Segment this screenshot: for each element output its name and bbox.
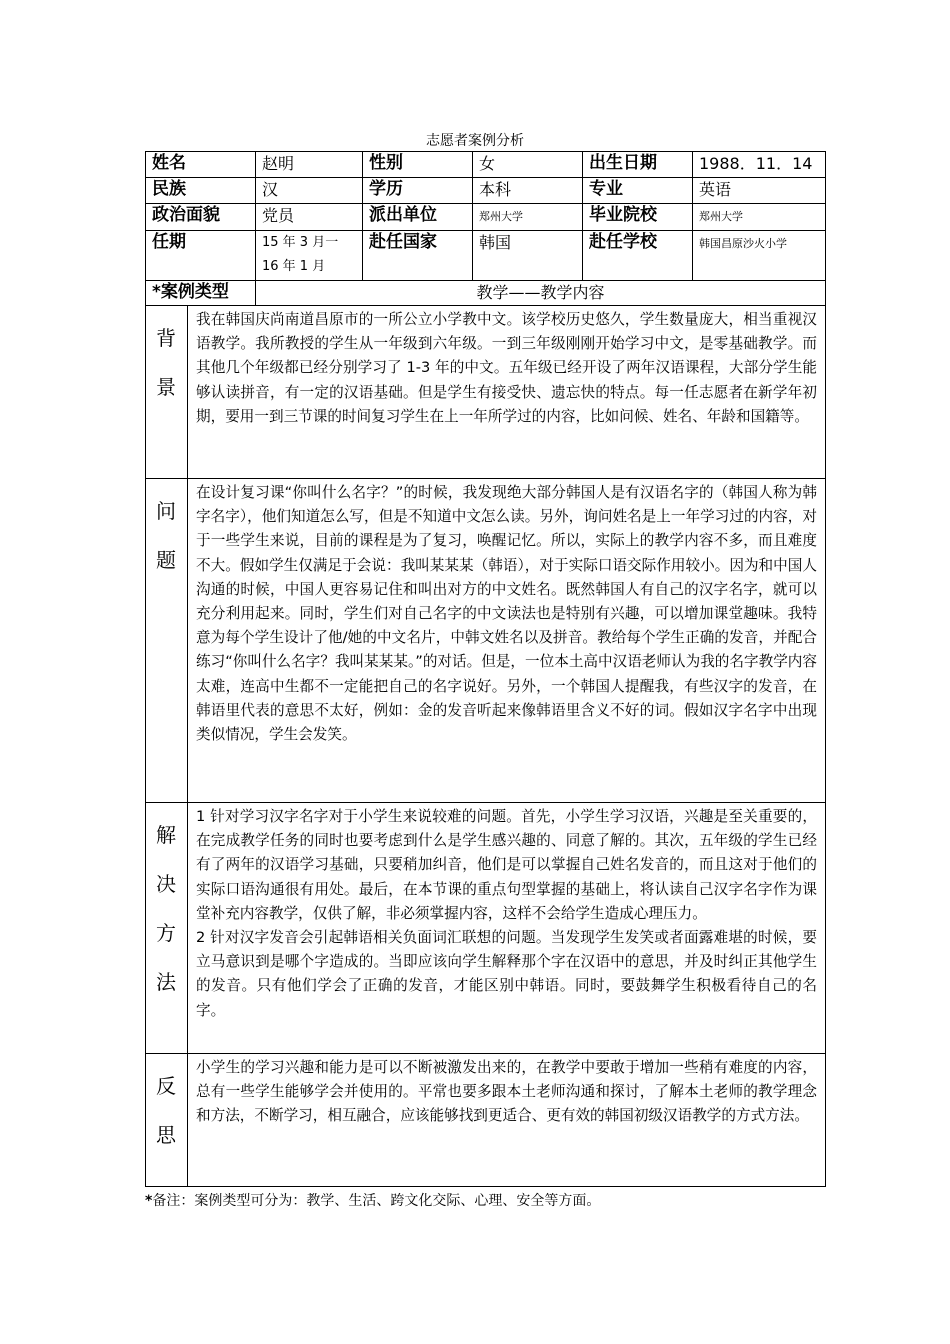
country-label: 赴任国家 — [363, 231, 473, 281]
gender-label: 性别 — [363, 152, 473, 178]
term-line-1: 15 年 3 月一 — [262, 235, 339, 250]
solution-label-char: 法 — [156, 970, 176, 994]
graduate-value: 郑州大学 — [693, 204, 826, 231]
row-term — [146, 231, 826, 281]
name-label: 姓名 — [146, 152, 256, 178]
section-solution — [146, 803, 826, 1054]
dispatch-value: 郑州大学 — [473, 204, 583, 231]
country-value: 韩国 — [473, 231, 583, 281]
footnote-mark: * — [145, 1193, 153, 1209]
gender-value: 女 — [473, 152, 583, 178]
solution-paragraph-2: 2 针对汉字发音会引起韩语相关负面词汇联想的问题。当发现学生发笑或者面露难堪的时候，要立马意识到是哪个字造成的。当即应该向学生解释那个字在汉语中的意思，并及时纠正其他学生的发音。只有他们学会了正确的发音，才能区别中韩语。同时，要鼓舞学生积极看待自己的名字。 — [196, 929, 817, 1019]
row-ethnic — [146, 178, 826, 204]
education-value: 本科 — [473, 178, 583, 204]
problem-text: 在设计复习课“你叫什么名字？”的时候，我发现绝大部分韩国人是有汉语名字的（韩国人称为韩字名字），他们知道怎么写，但是不知道中文怎么读。另外，询问姓名是上一年学习过的内容，对于一些学生来说，目前的课程是为了复习，唤醒记忆。所以，实际上的教学内容不多，而且难度不大。假如学生仅满足于会说：我叫某某某（韩语），对于实际口语交际作用较小。因为和中国人沟通的时候，中国人更容易记住和叫出对方的中文姓名。既然韩国人有自己的汉字名字，就可以充分利用起来。同时，学生们对自己名字的中文读法也是特别有兴趣，可以增加课堂趣味。我特意为每个学生设计了他/她的中文名片，中韩文姓名以及拼音。教给每个学生正确的发音，并配合练习“你叫什么名字？我叫某某某。”的对话。但是，一位本土高中汉语老师认为我的名字教学内容太难，连高中生都不一定能把自己的名字说好。另外，一个韩国人提醒我，有些汉字的发音，在韩语里代表的意思不太好，例如：金的发音听起来像韩语里含义不好的词。假如汉字名字中出现类似情况，学生会发笑。 — [188, 479, 826, 803]
solution-label-char: 解 — [156, 823, 176, 847]
political-label: 政治面貌 — [146, 204, 256, 231]
political-value: 党员 — [256, 204, 363, 231]
solution-label-char: 方 — [156, 921, 176, 945]
document-title: 志愿者案例分析 — [426, 133, 524, 149]
background-label-char: 背 — [156, 326, 176, 350]
section-reflection — [146, 1054, 826, 1187]
education-label: 学历 — [363, 178, 473, 204]
term-line-2: 16 年 1 月 — [262, 259, 326, 274]
term-label: 任期 — [146, 231, 256, 281]
row-case-type — [146, 281, 826, 306]
case-type-value: 教学——教学内容 — [256, 281, 826, 306]
school-label: 赴任学校 — [583, 231, 693, 281]
section-background — [146, 306, 826, 479]
problem-label — [146, 479, 188, 803]
background-label — [146, 306, 188, 479]
reflection-label-char: 思 — [156, 1123, 176, 1147]
background-text: 我在韩国庆尚南道昌原市的一所公立小学教中文。该学校历史悠久，学生数量庞大，相当重视汉语教学。我所教授的学生从一年级到六年级。一到三年级刚刚开始学习中文，是零基础教学。而其他几个年级都已经分别学习了 1-3 年的中文。五年级已经开设了两年汉语课程，大部分学生能够认读拼音，有一定的汉语基础。但是学生有接受快、遗忘快的特点。每一任志愿者在新学年初期，要用一到三节课的时间复习学生在上一年所学过的内容，比如问候、姓名、年龄和国籍等。 — [188, 306, 826, 479]
reflection-text: 小学生的学习兴趣和能力是可以不断被激发出来的，在教学中要敢于增加一些稍有难度的内容，总有一些学生能够学会并使用的。平常也要多跟本土老师沟通和探讨，了解本土老师的教学理念和方法，不断学习，相互融合，应该能够找到更适合、更有效的韩国初级汉语教学的方式方法。 — [188, 1054, 826, 1187]
dispatch-label: 派出单位 — [363, 204, 473, 231]
birth-value: 1988．11．14 — [693, 152, 826, 178]
graduate-label: 毕业院校 — [583, 204, 693, 231]
problem-label-char: 题 — [156, 548, 176, 572]
solution-label-char: 决 — [156, 872, 176, 896]
major-label: 专业 — [583, 178, 693, 204]
solution-text — [188, 803, 826, 1054]
ethnic-value: 汉 — [256, 178, 363, 204]
school-value: 韩国昌原沙火小学 — [693, 231, 826, 281]
term-value — [256, 231, 363, 281]
footnote — [145, 1190, 600, 1210]
row-political — [146, 204, 826, 231]
case-type-label: *案例类型 — [146, 281, 256, 306]
birth-label: 出生日期 — [583, 152, 693, 178]
case-analysis-form — [145, 151, 826, 1187]
solution-label — [146, 803, 188, 1054]
row-name — [146, 152, 826, 178]
major-value: 英语 — [693, 178, 826, 204]
background-label-char: 景 — [156, 375, 176, 399]
problem-label-char: 问 — [156, 499, 176, 523]
section-problem — [146, 479, 826, 803]
solution-paragraph-1: 1 针对学习汉字名字对于小学生来说较难的问题。首先，小学生学习汉语，兴趣是至关重要的，在完成教学任务的同时也要考虑到什么是学生感兴趣的、同意了解的。其次，五年级的学生已经有了两年的汉语学习基础，只要稍加纠音，他们是可以掌握自己姓名发音的，而且这对于他们的实际口语沟通很有用处。最后，在本节课的重点句型掌握的基础上，将认读自己汉字名字作为课堂补充内容教学，仅供了解，非必须掌握内容，这样不会给学生造成心理压力。 — [196, 808, 817, 922]
reflection-label — [146, 1054, 188, 1187]
ethnic-label: 民族 — [146, 178, 256, 204]
footnote-text: 备注：案例类型可分为：教学、生活、跨文化交际、心理、安全等方面。 — [152, 1193, 601, 1209]
name-value: 赵明 — [256, 152, 363, 178]
reflection-label-char: 反 — [156, 1074, 176, 1098]
